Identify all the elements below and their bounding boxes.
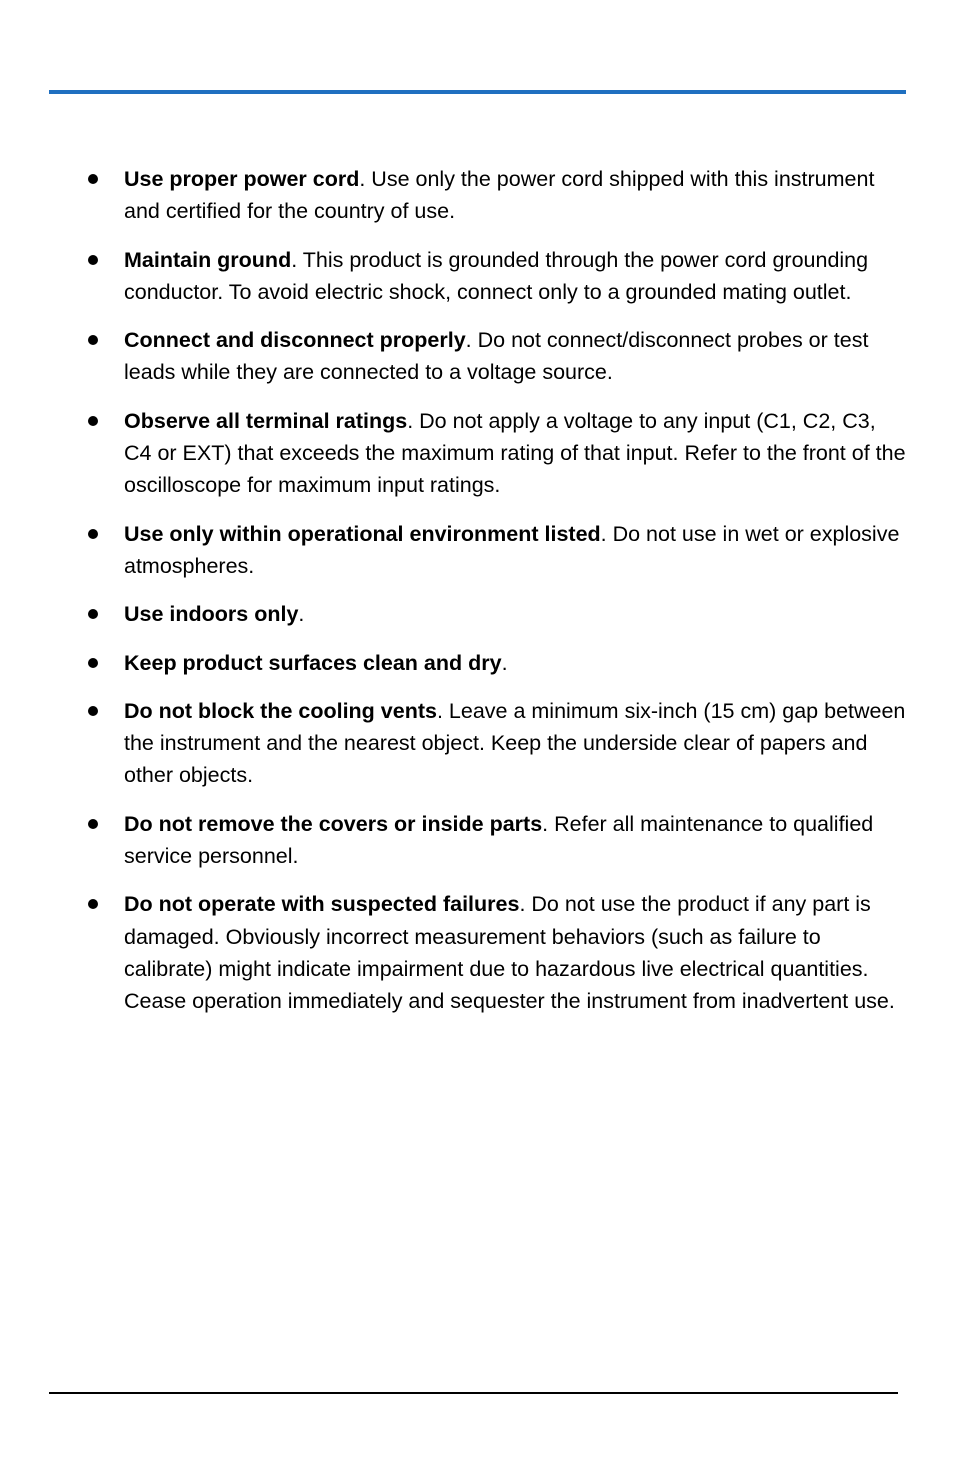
bullet-lead: Maintain ground <box>124 247 292 272</box>
bullet-icon <box>88 658 98 668</box>
bullet-icon <box>88 529 98 539</box>
bullet-lead: Use only within operational environment listed <box>124 521 601 546</box>
list-item <box>0 598 954 630</box>
list-item <box>0 518 954 583</box>
bullet-icon <box>88 335 98 345</box>
bullet-text: . <box>501 650 508 675</box>
bullet-text: . Do not use the product if any part is damaged. Obviously incorrect measurement behaviors (such as failure to calibrate) might indicate impairment due to hazardous live electrical quantities. Cease operation immediately and sequester the instrument from inadvertent use. <box>124 892 895 1014</box>
bullet-icon <box>88 819 98 829</box>
bullet-lead: Do not block the cooling vents <box>124 698 437 723</box>
bullet-icon <box>88 255 98 265</box>
footer-rule <box>49 1392 898 1394</box>
bullet-lead: Keep product surfaces clean and dry <box>124 650 502 675</box>
list-item <box>0 324 954 389</box>
bullet-icon <box>88 706 98 716</box>
bullet-lead: Do not operate with suspected failures <box>124 892 520 917</box>
bullet-text: . This product is grounded through the power cord grounding conductor. To avoid electric shock, connect only to a grounded mating outlet. <box>124 247 869 304</box>
list-item <box>0 405 954 502</box>
bullet-icon <box>88 609 98 619</box>
list-item <box>0 163 954 228</box>
bullet-lead: Use indoors only <box>124 602 299 627</box>
list-item <box>0 695 954 792</box>
bullet-icon <box>88 174 98 184</box>
bullet-lead: Do not remove the covers or inside parts <box>124 811 543 836</box>
bullet-lead: Connect and disconnect properly <box>124 328 466 353</box>
bullet-text: . Do not connect/disconnect probes or test leads while they are connected to a voltage source. <box>124 328 869 385</box>
bullet-text: . Do not apply a voltage to any input (C1, C2, C3, C4 or EXT) that exceeds the maximum rating of that input. Refer to the front of the oscilloscope for maximum input ratings. <box>124 408 906 498</box>
list-item <box>0 244 954 309</box>
bullet-icon <box>88 416 98 426</box>
bullet-text: . Refer all maintenance to qualified service personnel. <box>124 811 874 869</box>
bullet-text: . <box>298 602 305 627</box>
list-item <box>0 808 954 873</box>
header-rule <box>49 90 906 94</box>
bullet-lead: Use proper power cord <box>124 167 360 191</box>
safety-bullet-list <box>0 163 954 1034</box>
bullet-text: . Use only the power cord shipped with this instrument and certified for the country of use. <box>124 167 875 224</box>
list-item <box>0 888 954 1017</box>
bullet-lead: Observe all terminal ratings <box>124 408 408 433</box>
bullet-icon <box>88 899 98 909</box>
list-item <box>0 647 954 679</box>
bullet-text: . Leave a minimum six-inch (15 cm) gap between the instrument and the nearest object. Keep the underside clear of papers and other objects. <box>124 698 906 788</box>
bullet-text: . Do not use in wet or explosive atmospheres. <box>124 521 900 578</box>
